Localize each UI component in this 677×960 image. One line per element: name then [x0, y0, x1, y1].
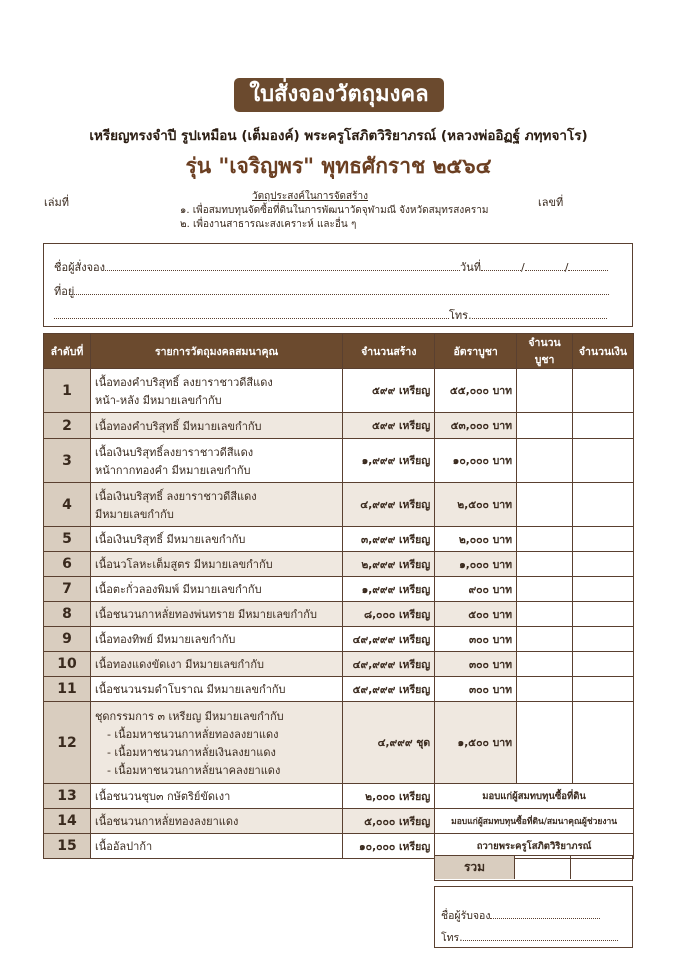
row-number: 9 — [44, 627, 91, 652]
row-number: 8 — [44, 602, 91, 627]
item-line: - เนื้อมหาชนวนกาหลั่ยทองลงยาแดง — [106, 727, 279, 741]
form-number-label: เลขที่ — [538, 196, 564, 209]
purpose-item: ๑. เพื่อสมทบทุนจัดซื้อที่ดินในการพัฒนาวัดจุฬามณี จังหวัดสมุทรสงคราม — [180, 205, 489, 216]
row-number: 7 — [44, 577, 91, 602]
item-price: ๕๓,๐๐๐ บาท — [435, 413, 517, 439]
item-quantity: ๕๙,๙๙๙ เหรียญ — [343, 677, 435, 702]
amount-cell[interactable] — [573, 702, 634, 784]
item-line: เนื้อทองคำบริสุทธิ์ ลงยาราชาวดีสีแดง — [94, 375, 273, 389]
total-label: รวม — [435, 856, 515, 879]
item-line: เนื้อเงินบริสุทธิ์ลงยาราชาวดีสีแดง — [94, 445, 254, 459]
item-quantity: ๔๙,๙๙๙ เหรียญ — [343, 652, 435, 677]
order-quantity-cell[interactable] — [517, 552, 573, 577]
item-name — [90, 552, 342, 577]
purpose-section — [180, 190, 489, 232]
date-label: วันที่ — [460, 261, 481, 274]
item-line: เนื้อทองทิพย์ มีหมายเลขกำกับ — [94, 633, 236, 646]
item-line: เนื้อทองแดงขัดเงา มีหมายเลขกำกับ — [94, 658, 264, 671]
amount-cell[interactable] — [573, 483, 634, 527]
item-quantity: ๔,๙๙๙ เหรียญ — [343, 483, 435, 527]
phone-label: โทร. — [449, 309, 472, 322]
row-number: 5 — [44, 527, 91, 552]
amount-cell[interactable] — [573, 602, 634, 627]
item-note: มอบแก่ผู้สมทบทุนซื้อที่ดิน — [435, 784, 634, 809]
orderer-name-row[interactable]: ชื่อผู้สั่งจอง วันที่ / / — [54, 258, 608, 276]
item-line: เนื้ออัลปาก้า — [94, 840, 153, 853]
row-number: 13 — [44, 784, 91, 809]
date-day-field[interactable] — [481, 260, 521, 271]
header-order-quantity: จำนวนบูชา — [517, 334, 573, 369]
item-name — [90, 834, 342, 859]
row-number: 11 — [44, 677, 91, 702]
date-year-field[interactable] — [568, 260, 608, 271]
item-note: มอบแก่ผู้สมทบทุนซื้อที่ดิน/สมนาคุณผู้ช่วยงาน — [435, 809, 634, 834]
item-name — [90, 652, 342, 677]
item-name — [90, 439, 342, 483]
item-quantity: ๒,๙๙๙ เหรียญ — [343, 552, 435, 577]
item-quantity: ๒,๐๐๐ เหรียญ — [343, 784, 435, 809]
order-quantity-cell[interactable] — [517, 413, 573, 439]
receiver-name-label: ชื่อผู้รับจอง — [441, 910, 491, 922]
table-row — [44, 702, 634, 784]
item-price: ๒,๐๐๐ บาท — [435, 527, 517, 552]
order-quantity-cell[interactable] — [517, 483, 573, 527]
item-line: หน้ากากทองคำ มีหมายเลขกำกับ — [94, 463, 251, 477]
address-phone-row[interactable] — [54, 306, 607, 324]
table-row — [44, 527, 634, 552]
table-row — [44, 602, 634, 627]
item-line: - เนื้อมหาชนวนกาหลั่ยเงินลงยาแดง — [106, 745, 276, 759]
address-field-2[interactable] — [54, 308, 449, 319]
order-quantity-cell[interactable] — [517, 439, 573, 483]
order-quantity-cell[interactable] — [517, 369, 573, 413]
row-number: 14 — [44, 809, 91, 834]
item-price: ๓๐๐ บาท — [435, 627, 517, 652]
item-line: - เนื้อมหาชนวนกาหลั่ยนาคลงยาแดง — [106, 763, 281, 777]
table-header-row — [44, 334, 634, 369]
item-quantity: ๑,๙๙๙ เหรียญ — [343, 439, 435, 483]
row-number: 1 — [44, 369, 91, 413]
table-row — [44, 552, 634, 577]
item-line: เนื้อชนวนกาหลั่ยทองลงยาแดง — [94, 815, 239, 828]
orderer-info-box — [43, 243, 633, 327]
item-quantity: ๘,๐๐๐ เหรียญ — [343, 602, 435, 627]
amount-cell[interactable] — [573, 369, 634, 413]
item-name — [90, 602, 342, 627]
row-number: 15 — [44, 834, 91, 859]
table-row — [44, 677, 634, 702]
row-number: 10 — [44, 652, 91, 677]
table-row — [44, 809, 634, 834]
item-price: ๓๐๐ บาท — [435, 652, 517, 677]
item-name — [90, 627, 342, 652]
amount-cell[interactable] — [573, 677, 634, 702]
item-quantity: ๔,๙๙๙ ชุด — [343, 702, 435, 784]
table-row — [44, 413, 634, 439]
address-field[interactable] — [74, 284, 609, 295]
amount-cell[interactable] — [573, 552, 634, 577]
item-quantity: ๕๙๙ เหรียญ — [343, 413, 435, 439]
item-name — [90, 483, 342, 527]
order-quantity-cell[interactable] — [517, 527, 573, 552]
order-quantity-cell[interactable] — [517, 702, 573, 784]
item-line: เนื้อชนวนรมดำโบราณ มีหมายเลขกำกับ — [94, 683, 286, 696]
header-item: รายการวัตถุมงคลสมนาคุณ — [90, 334, 342, 369]
items-table — [43, 333, 634, 859]
amount-cell[interactable] — [573, 413, 634, 439]
item-price: ๕๐๐ บาท — [435, 602, 517, 627]
row-number: 2 — [44, 413, 91, 439]
form-title: ใบสั่งจองวัตถุมงคล — [234, 78, 444, 112]
item-name — [90, 527, 342, 552]
table-row — [44, 652, 634, 677]
order-quantity-cell[interactable] — [517, 577, 573, 602]
table-row — [44, 483, 634, 527]
item-price: ๙๐๐ บาท — [435, 577, 517, 602]
receiver-phone-label: โทร. — [441, 932, 463, 944]
item-line: หน้า-หลัง มีหมายเลขกำกับ — [94, 393, 222, 407]
item-line: มีหมายเลขกำกับ — [94, 507, 174, 521]
table-row — [44, 439, 634, 483]
receiver-box — [434, 886, 633, 948]
item-line: เนื้อเงินบริสุทธิ์ มีหมายเลขกำกับ — [94, 533, 246, 546]
item-name — [90, 577, 342, 602]
item-price: ๒,๕๐๐ บาท — [435, 483, 517, 527]
item-name — [90, 809, 342, 834]
purpose-item: ๒. เพื่องานสาธารณะสงเคราะห์ และอื่น ๆ — [180, 219, 357, 230]
table-row — [44, 627, 634, 652]
item-name — [90, 369, 342, 413]
item-line: เนื้อชนวนชุบ๓ กษัตริย์ขัดเงา — [94, 790, 231, 803]
item-line: เนื้อนวโลหะเต็มสูตร มีหมายเลขกำกับ — [94, 558, 273, 571]
item-price: ๑,๕๐๐ บาท — [435, 702, 517, 784]
item-note: ถวายพระครูโสภิตวิริยาภรณ์ — [435, 834, 634, 859]
item-quantity: ๑๐,๐๐๐ เหรียญ — [343, 834, 435, 859]
row-number: 3 — [44, 439, 91, 483]
total-quantity-field[interactable] — [514, 856, 571, 879]
purpose-heading: วัตถุประสงค์ในการจัดสร้าง — [252, 191, 369, 202]
item-quantity: ๑,๙๙๙ เหรียญ — [343, 577, 435, 602]
item-line: เนื้อตะกั่วลองพิมพ์ มีหมายเลขกำกับ — [94, 583, 262, 596]
amount-cell[interactable] — [573, 627, 634, 652]
amount-cell[interactable] — [573, 527, 634, 552]
header-price: อัตราบูชา — [435, 334, 517, 369]
order-quantity-cell[interactable] — [517, 677, 573, 702]
item-line: ชุดกรรมการ ๓ เหรียญ มีหมายเลขกำกับ — [94, 709, 284, 723]
order-quantity-cell[interactable] — [517, 652, 573, 677]
table-row — [44, 784, 634, 809]
item-quantity: ๓,๙๙๙ เหรียญ — [343, 527, 435, 552]
date-month-field[interactable] — [525, 260, 565, 271]
orderer-name-label: ชื่อผู้สั่งจอง — [54, 261, 106, 274]
item-quantity: ๔๙,๙๙๙ เหรียญ — [343, 627, 435, 652]
amount-cell[interactable] — [573, 652, 634, 677]
table-row — [44, 577, 634, 602]
receiver-name-row[interactable] — [441, 907, 600, 924]
table-row — [44, 369, 634, 413]
receiver-phone-field[interactable] — [463, 930, 618, 941]
item-line: เนื้อเงินบริสุทธิ์ ลงยาราชาวดีสีแดง — [94, 489, 257, 503]
amount-cell[interactable] — [573, 439, 634, 483]
item-price: ๓๐๐ บาท — [435, 677, 517, 702]
item-price: ๑๐,๐๐๐ บาท — [435, 439, 517, 483]
item-quantity: ๕,๐๐๐ เหรียญ — [343, 809, 435, 834]
medal-subtitle: เหรียญทรงจำปี รูปเหมือน (เต็มองค์) พระครูโสภิตวิริยาภรณ์ (หลวงพ่ออิฏฐ์ ภทฺทจาโร) — [89, 128, 588, 144]
item-line: เนื้อชนวนกาหลั่ยทองพ่นทราย มีหมายเลขกำกับ — [94, 608, 317, 621]
item-name — [90, 784, 342, 809]
address-row[interactable] — [54, 282, 609, 300]
series-title: รุ่น "เจริญพร" พุทธศักราช ๒๕๖๔ — [185, 154, 492, 178]
header-no: ลำดับที่ — [44, 334, 91, 369]
order-quantity-cell[interactable] — [517, 602, 573, 627]
address-label: ที่อยู่ — [54, 285, 75, 298]
item-line: เนื้อทองคำบริสุทธิ์ มีหมายเลขกำกับ — [94, 419, 262, 433]
orderer-name-field[interactable] — [105, 260, 460, 271]
item-quantity: ๕๙๙ เหรียญ — [343, 369, 435, 413]
receiver-name-field[interactable] — [490, 908, 600, 919]
item-name — [90, 702, 342, 784]
row-number: 4 — [44, 483, 91, 527]
total-box — [434, 855, 633, 881]
phone-field[interactable] — [472, 308, 607, 319]
order-quantity-cell[interactable] — [517, 627, 573, 652]
header-amount: จำนวนเงิน — [573, 334, 634, 369]
row-number: 6 — [44, 552, 91, 577]
book-number-label: เล่มที่ — [44, 196, 70, 209]
item-price: ๕๕,๐๐๐ บาท — [435, 369, 517, 413]
item-price: ๑,๐๐๐ บาท — [435, 552, 517, 577]
receiver-phone-row[interactable] — [441, 929, 618, 946]
row-number: 12 — [44, 702, 91, 784]
item-name — [90, 677, 342, 702]
header-quantity-made: จำนวนสร้าง — [343, 334, 435, 369]
item-name — [90, 413, 342, 439]
amount-cell[interactable] — [573, 577, 634, 602]
